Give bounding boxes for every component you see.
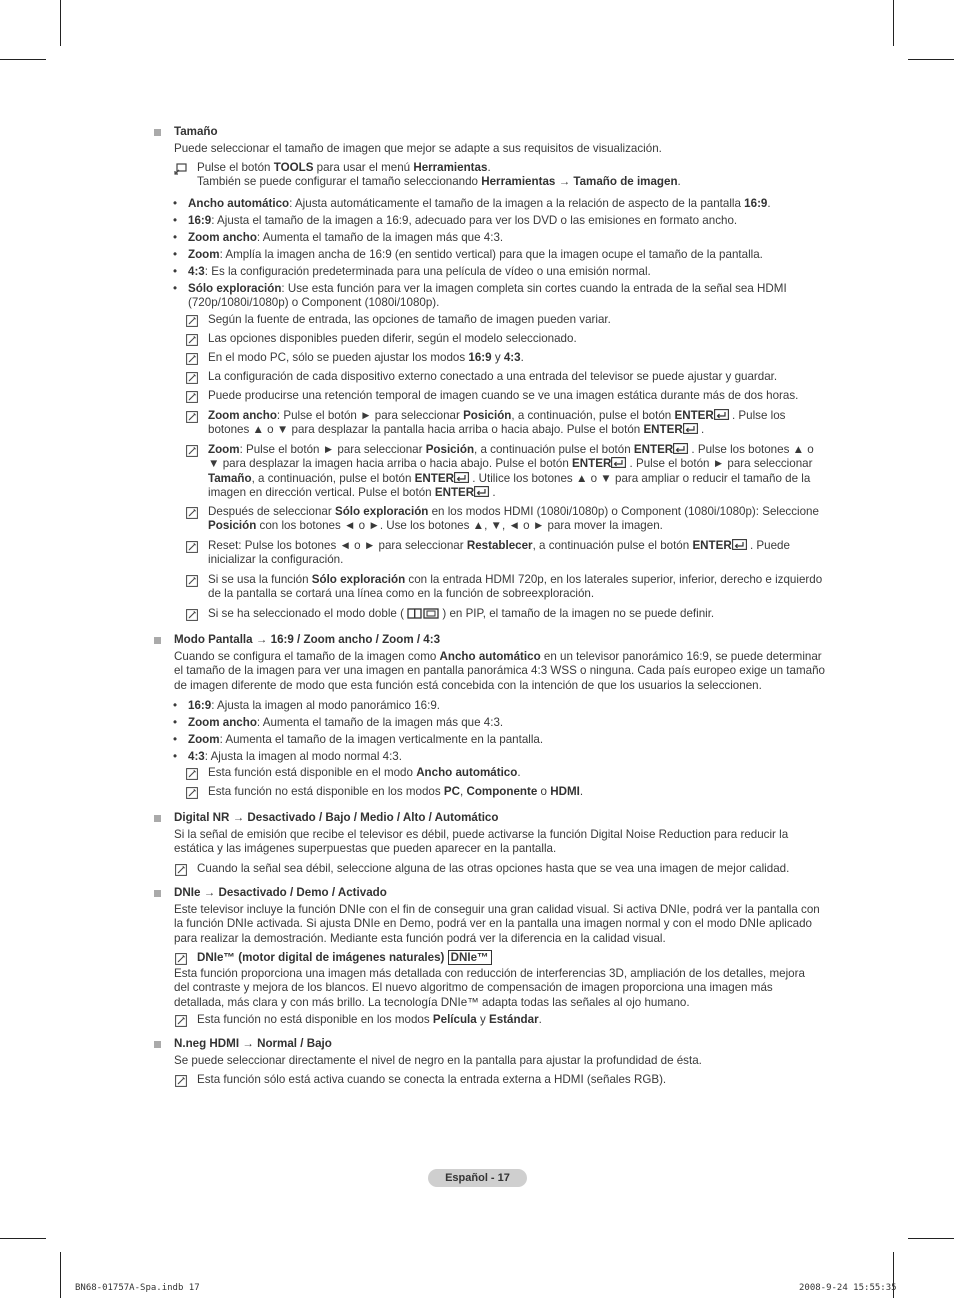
list-item: 4:3: Es la configuración predeterminada para una película de vídeo o una emisión normal. bbox=[188, 265, 651, 278]
list-item: Ancho automático: Ajusta automáticamente el tamaño de la imagen a la relación de aspecto de la pantalla 16:9. bbox=[188, 197, 771, 210]
note-text: Después de seleccionar Sólo exploración en los modos HDMI (1080i/1080p) o Component (1080i/1080p): Seleccione Posición con los botones ◄ o ►. Use los botones ▲, ▼, ◄ o ► para mover la imagen. bbox=[208, 505, 819, 533]
note-text: Si se usa la función Sólo exploración con la entrada HDMI 720p, en los laterales superior, inferior, derecho e izquierdo de la pantalla se cortará una línea como en la función de sobreexploración. bbox=[208, 573, 823, 601]
bullet-dot: • bbox=[173, 282, 178, 295]
note-icon bbox=[175, 1075, 187, 1087]
section-title-digital-nr: Digital NR → Desactivado / Bajo / Medio / Alto / Automático bbox=[174, 811, 499, 824]
print-date: 2008-9-24 15:55:35 bbox=[799, 1283, 897, 1293]
note-icon bbox=[186, 391, 198, 403]
bullet-dot: • bbox=[173, 265, 178, 278]
list-item: 16:9: Ajusta el tamaño de la imagen a 16:9, adecuado para ver los DVD o las emisiones en formato ancho. bbox=[188, 214, 738, 227]
file-info: BN68-01757A-Spa.indb 17 bbox=[75, 1283, 200, 1293]
dual-screen-icon bbox=[407, 608, 439, 623]
note-icon bbox=[186, 575, 198, 587]
note-icon bbox=[186, 507, 198, 519]
section-bullet-icon bbox=[154, 890, 161, 897]
list-item: Zoom: Amplía la imagen ancha de 16:9 (en sentido vertical) para que la imagen ocupe el tamaño de la pantalla. bbox=[188, 248, 763, 261]
enter-icon bbox=[714, 409, 729, 420]
list-item: Sólo exploración: Use esta función para ver la imagen completa sin cortes cuando la entrada de la señal sea HDMI (720p/1080i/1080p) o Component (1080i/1080p). bbox=[188, 282, 787, 310]
note-text: Las opciones disponibles pueden diferir, según el modelo seleccionado. bbox=[208, 332, 577, 345]
bullet-dot: • bbox=[173, 231, 178, 244]
page-number-badge: Español - 17 bbox=[428, 1169, 527, 1187]
note-text: Esta función sólo está activa cuando se conecta la entrada externa a HDMI (señales RGB). bbox=[197, 1073, 667, 1086]
note-text: En el modo PC, sólo se pueden ajustar los modos 16:9 y 4:3. bbox=[208, 351, 524, 364]
tools-icon bbox=[174, 163, 186, 175]
bullet-dot: • bbox=[173, 716, 178, 729]
crop-mark bbox=[908, 1238, 954, 1239]
list-item: Zoom ancho: Aumenta el tamaño de la imagen más que 4:3. bbox=[188, 231, 504, 244]
note-text: La configuración de cada dispositivo externo conectado a una entrada del televisor se puede ajustar y guardar. bbox=[208, 370, 778, 383]
note-text: Zoom: Pulse el botón ► para seleccionar Posición, a continuación pulse el botón ENTER . Pulse los botones ▲ o ▼ para desplazar la imagen hacia arriba o hacia abajo. Pulse el botón ENTER . Pulse el botón ► para seleccionar Tamaño, a continuación, pulse el botón ENTER . Utilice los botones ▲ o ▼ para ampliar o reducir el tamaño de la imagen en dirección vertical. Pulse el botón ENTER . bbox=[208, 443, 814, 500]
bullet-dot: • bbox=[173, 248, 178, 261]
note-text: Esta función no está disponible en los modos Película y Estándar. bbox=[197, 1013, 542, 1026]
section-bullet-icon bbox=[154, 1041, 161, 1048]
note-text: Esta función está disponible en el modo Ancho automático. bbox=[208, 766, 521, 779]
section-title-dnie: DNIe → Desactivado / Demo / Activado bbox=[174, 886, 387, 899]
section-bullet-icon bbox=[154, 815, 161, 822]
tamano-intro: Puede seleccionar el tamaño de imagen que mejor se adapte a sus requisitos de visualización. bbox=[174, 142, 662, 155]
note-text: Puede producirse una retención temporal de imagen cuando se ve una imagen estática durante más de dos horas. bbox=[208, 389, 799, 402]
dnie-desc: Esta función proporciona una imagen más detallada con reducción de interferencias 3D, ampliación de los detalles, mejora del contraste y mejora de los blancos. El nuevo algoritmo de compensación de imagen proporciona una imagen más detallada, más clara y con más brillo. La tecnología DNIe™ adapta todas las señales al ojo humano. bbox=[174, 967, 805, 1009]
note-icon bbox=[186, 768, 198, 780]
crop-mark bbox=[0, 59, 46, 60]
tools-note: Pulse el botón TOOLS para usar el menú Herramientas. También se puede configurar el tamaño seleccionando Herramientas → Tamaño de imagen. bbox=[197, 161, 681, 189]
crop-mark bbox=[893, 0, 894, 46]
section-bullet-icon bbox=[154, 129, 161, 136]
note-icon bbox=[186, 787, 198, 799]
enter-icon bbox=[474, 486, 489, 497]
enter-icon bbox=[683, 423, 698, 434]
modo-intro: Cuando se configura el tamaño de la imagen como Ancho automático en un televisor panorámico 16:9, se puede determinar el tamaño de la imagen para ver una imagen en pantalla panorámica 4:3 WSS o ninguna. Cada país europeo exige un tamaño de imagen diferente de modo que esta función está concebida con la intención de que los usuarios la seleccionen. bbox=[174, 650, 825, 692]
note-text: Cuando la señal sea débil, seleccione alguna de las otras opciones hasta que se vea una imagen de mejor calidad. bbox=[197, 862, 790, 875]
crop-mark bbox=[60, 1252, 61, 1298]
note-icon bbox=[186, 372, 198, 384]
note-text: Esta función no está disponible en los modos PC, Componente o HDMI. bbox=[208, 785, 584, 798]
note-icon bbox=[186, 315, 198, 327]
note-text: DNIe™ (motor digital de imágenes naturales) DNIe™ bbox=[197, 951, 827, 965]
note-icon bbox=[175, 1015, 187, 1027]
list-item: 16:9: Ajusta la imagen al modo panorámico 16:9. bbox=[188, 699, 441, 712]
section-title-tamano: Tamaño bbox=[174, 125, 218, 138]
note-icon bbox=[186, 411, 198, 423]
section-bullet-icon bbox=[154, 637, 161, 644]
note-text: Reset: Pulse los botones ◄ o ► para seleccionar Restablecer, a continuación pulse el botón ENTER . Puede inicializar la configuración. bbox=[208, 539, 790, 567]
note-icon bbox=[186, 353, 198, 365]
note-text: Según la fuente de entrada, las opciones de tamaño de imagen pueden variar. bbox=[208, 313, 611, 326]
note-icon bbox=[175, 953, 187, 965]
crop-mark bbox=[60, 0, 61, 46]
bullet-dot: • bbox=[173, 214, 178, 227]
note-text: Si se ha seleccionado el modo doble ( ) en PIP, el tamaño de la imagen no se puede definir. bbox=[208, 607, 828, 623]
note-icon bbox=[186, 609, 198, 621]
note-icon bbox=[186, 334, 198, 346]
enter-icon bbox=[611, 457, 626, 468]
crop-mark bbox=[908, 59, 954, 60]
bullet-dot: • bbox=[173, 699, 178, 712]
bullet-dot: • bbox=[173, 733, 178, 746]
list-item: Zoom ancho: Aumenta el tamaño de la imagen más que 4:3. bbox=[188, 716, 504, 729]
note-text: Zoom ancho: Pulse el botón ► para seleccionar Posición, a continuación, pulse el botón ENTER . Pulse los botones ▲ o ▼ para desplazar la pantalla hacia arriba o hacia abajo. Pulse el botón ENTER . bbox=[208, 409, 786, 437]
bullet-dot: • bbox=[173, 750, 178, 763]
note-icon bbox=[186, 445, 198, 457]
list-item: Zoom: Aumenta el tamaño de la imagen verticalmente en la pantalla. bbox=[188, 733, 544, 746]
list-item: 4:3: Ajusta la imagen al modo normal 4:3. bbox=[188, 750, 402, 763]
section-title-modo-pantalla: Modo Pantalla → 16:9 / Zoom ancho / Zoom / 4:3 bbox=[174, 633, 441, 646]
bullet-dot: • bbox=[173, 197, 178, 210]
hdmi-intro: Se puede seleccionar directamente el nivel de negro en la pantalla para ajustar la profundidad de ésta. bbox=[174, 1054, 702, 1067]
nr-intro: Si la señal de emisión que recibe el televisor es débil, puede activarse la función Digital Noise Reduction para reducir la estática y las imágenes superpuestas que pueden aparecer en la pantalla. bbox=[174, 828, 789, 856]
dnie-intro: Este televisor incluye la función DNIe con el fin de conseguir una gran calidad visual. Si activa DNIe, podrá ver la pantalla con la función DNIe activada. Si ajusta DNIe en Demo, podrá ver en la pantalla una imagen normal y con el modo DNIe aplicado para realizar la demostración. Mediante esta función podrá ver la diferencia en la calidad visual. bbox=[174, 903, 820, 945]
enter-icon bbox=[454, 472, 469, 483]
note-icon bbox=[186, 541, 198, 553]
note-icon bbox=[175, 864, 187, 876]
crop-mark bbox=[0, 1238, 46, 1239]
enter-icon bbox=[673, 443, 688, 454]
enter-icon bbox=[732, 539, 747, 550]
section-title-nneg-hdmi: N.neg HDMI → Normal / Bajo bbox=[174, 1037, 332, 1050]
dnie-logo: DNIe™ bbox=[448, 950, 492, 965]
